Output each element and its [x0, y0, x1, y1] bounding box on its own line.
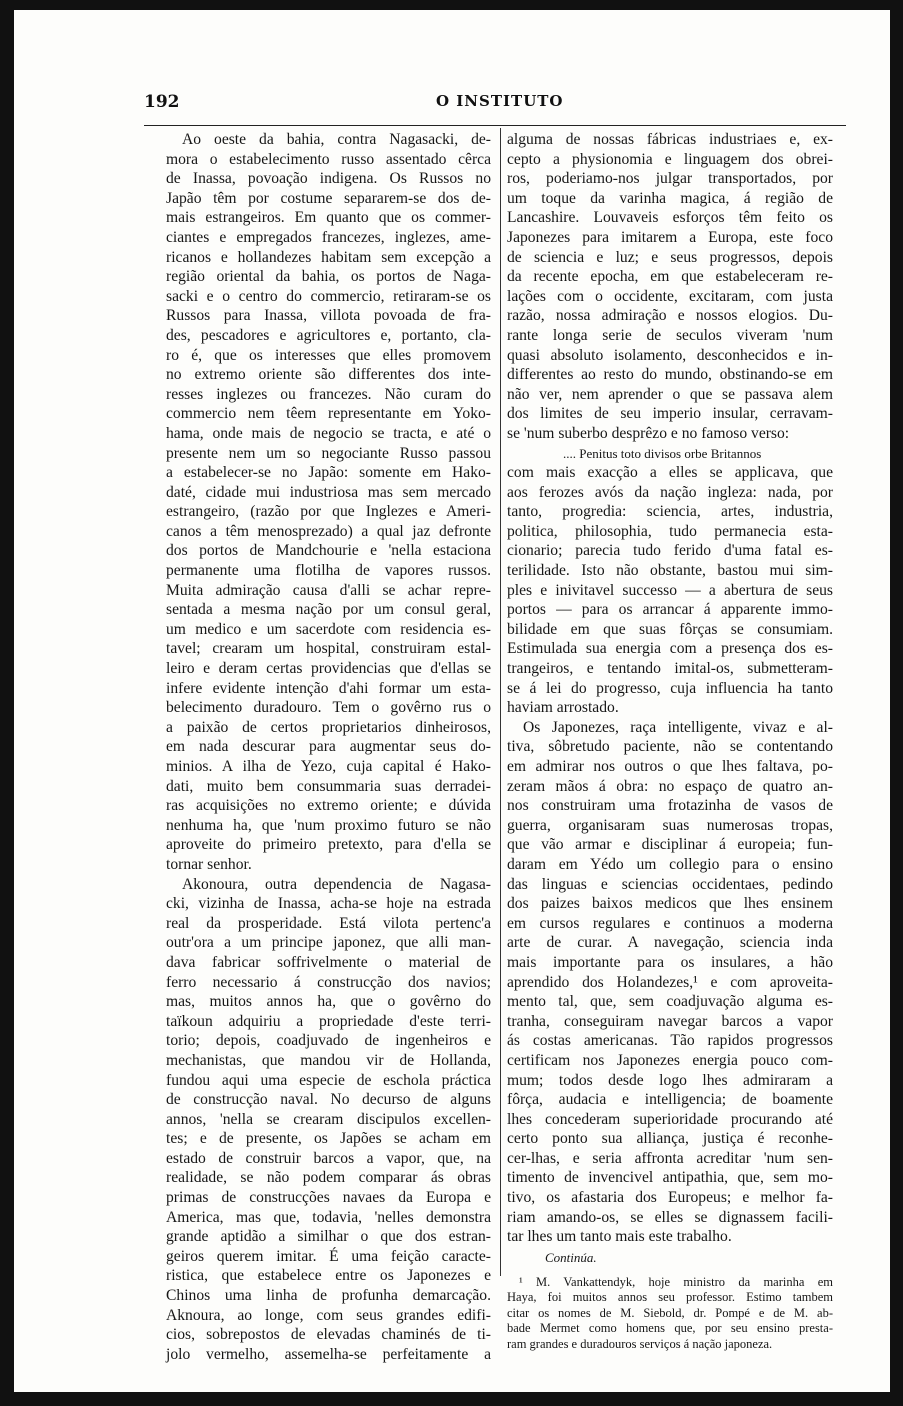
text-line: nenhuma ha, que 'num proximo futuro se não	[166, 816, 491, 834]
text-line: resses inglezes ou francezes. Não curam do	[166, 385, 491, 403]
text-line: Russos para Inassa, villota povoada de fra-	[166, 307, 491, 325]
text-line: a paixão de certos proprietarios dinheirosos,	[166, 718, 491, 736]
text-line: de sciencia e luz; e seus progressos, depois	[507, 248, 833, 266]
text-line: tranha, conseguiram navegar barcos a vapor	[507, 1012, 833, 1030]
text-line: estado de construir barcos a vapor, que, na	[166, 1149, 491, 1167]
text-line: fôrça, audacia e intelligencia; de boamente	[507, 1091, 833, 1109]
text-line: razão, nossa admiração e nossos elogios. Du-	[507, 307, 833, 325]
continua-note: Continúa.	[545, 1249, 597, 1265]
text-line: sentada a mesma nação por um consul geral,	[166, 601, 491, 619]
text-line: quasi absoluto isolamento, desconhecidos e in-	[507, 346, 833, 364]
footnote-line: Haya, foi muitos annos seu professor. Estimo tambem	[507, 1290, 833, 1305]
text-line: em admirar nos outros o que lhes faltava, po-	[507, 758, 833, 775]
text-line: aprendido dos Holandezes,¹ e com aproveita-	[507, 973, 833, 991]
text-line: bilidade em que suas fôrças se consumiam.	[507, 620, 833, 638]
text-line: região oriental da bahia, os portos de Naga-	[166, 268, 491, 286]
text-line: aproveite do primeiro pretexto, para d'ella se	[166, 836, 491, 854]
text-line: tavel; crearam um hospital, construiram estal-	[166, 640, 491, 658]
text-line: outr'ora a um principe japonez, que alli man-	[166, 934, 491, 952]
text-line: mais estrangeiros. Em quanto que os commer-	[166, 209, 491, 227]
text-line: daté, cidade mui industriosa mas sem mercado	[166, 483, 491, 501]
text-line: infere evidente intenção d'ahi formar um esta-	[166, 679, 491, 697]
text-line: cepto a physionomia e linguagem dos obrei-	[507, 150, 833, 168]
text-line: lações com o occidente, excitaram, com justa	[507, 287, 833, 305]
text-line: se á lei do progresso, cuja influencia ha tanto	[507, 679, 833, 697]
text-line: de construcção naval. No decurso de alguns	[166, 1091, 491, 1109]
footnote-line: citar os nomes de M. Siebold, dr. Pompé e de M. ab-	[507, 1305, 833, 1320]
text-line: aos ferozes avós da nação ingleza: nada, por	[507, 483, 833, 501]
text-line: da recente epocha, em que estabeleceram re-	[507, 268, 833, 286]
text-line: de Inassa, povoação indigena. Os Russos no	[166, 170, 491, 188]
text-line: ro é, que os interesses que elles promovem	[166, 346, 491, 364]
text-line: trangeiros, e tentando imital-os, submetteram-	[507, 660, 833, 678]
text-line: em nada descurar para augmentar seus do-	[166, 738, 491, 756]
text-line: haviam arrostado.	[507, 699, 619, 717]
text-line: tanto, progredia: sciencia, artes, industria,	[507, 503, 833, 521]
text-line: Japonezes para imitarem a Europa, este foco	[507, 228, 833, 246]
text-line: commercio nem têem representante em Yoko-	[166, 405, 491, 423]
text-line: lhes concederam superioridade procurando até	[507, 1110, 833, 1128]
text-line: ristica, que estabelece entre os Japonezes e	[166, 1267, 491, 1285]
text-line: tiva, sôbretudo paciente, não se contentando	[507, 738, 833, 756]
text-line: ras acquisições no extremo oriente; e dúvida	[166, 797, 491, 815]
left-column	[166, 130, 491, 1364]
text-line: um toque da varinha magica, á região de	[507, 189, 833, 207]
text-line: tar lhes um tanto mais este trabalho.	[507, 1228, 732, 1246]
page-number: 192	[144, 92, 180, 112]
text-line: mento tal, que, sem coadjuvação alguma es-	[507, 993, 833, 1011]
text-line: torio; depois, coadjuvado de ingenheiros e	[166, 1032, 491, 1050]
text-line: nos construiram uma frotazinha de vasos de	[507, 797, 833, 815]
text-line: zeram mãos á obra: no espaço de quatro an-	[507, 777, 833, 795]
text-line: des, pescadores e agricultores e, portanto, cla-	[166, 326, 491, 344]
text-line: mum; todos desde logo lhes admiraram a	[507, 1071, 833, 1089]
text-line: annos, 'nella se crearam discipulos excellen-	[166, 1110, 491, 1128]
text-line: dava fabricar soffrivelmente o material de	[166, 953, 491, 971]
text-line: mas, muitos annos ha, que o govêrno do	[166, 993, 491, 1011]
text-line: ricanos e hollandezes habitam sem excepção a	[166, 248, 491, 266]
text-line: hama, onde mais de negocio se tracta, e até o	[166, 424, 491, 442]
text-line: das linguas e sciencias occidentaes, pedindo	[507, 875, 833, 893]
text-line: Lancashire. Louvaveis esforços têm feito os	[507, 209, 833, 227]
right-column	[507, 130, 833, 1352]
text-line: jolo vermelho, assemelha-se perfeitamente a	[166, 1345, 491, 1363]
text-line: mechanistas, que mandou vir de Hollanda,	[166, 1051, 491, 1069]
text-line: com mais exacção a elles se applicava, que	[507, 464, 833, 482]
header-rule	[144, 125, 846, 126]
text-line: portos — para os arrancar á apparente immo-	[507, 601, 833, 619]
text-line: certo ponto sua alliança, justiça é reconhe-	[507, 1130, 833, 1148]
text-line: realidade, se não podem comparar ás obras	[166, 1169, 491, 1187]
footnote-line: ram grandes e duradouros serviços á nação japoneza.	[507, 1336, 773, 1351]
text-line: tivo, os afastaria dos Europeus; e melhor fa-	[507, 1189, 833, 1207]
text-line: fundou aqui uma especie de eschola práctica	[166, 1071, 491, 1089]
text-line: Ao oeste da bahia, contra Nagasacki, de-	[182, 131, 491, 148]
text-line: permanente uma flotilha de vapores russos.	[166, 562, 491, 580]
text-line: Os Japonezes, raça intelligente, vivaz e al-	[523, 718, 833, 736]
text-line: geiros querem imitar. É uma feição caracte-	[166, 1247, 491, 1265]
text-line: a estabelecer-se no Japão: somente em Hako-	[166, 464, 491, 482]
text-line: taïkoun adquiriu a propriedade d'este terri-	[166, 1012, 491, 1030]
text-line: tornar senhor.	[166, 855, 252, 873]
footnote-line: ¹ M. Vankattendyk, hoje ministro da marinha em	[519, 1274, 833, 1289]
text-line: guerra, organisaram suas numerosas tropas,	[507, 816, 833, 834]
text-line: dos limites de seu imperio insular, cerravam-	[507, 405, 833, 423]
text-line: timento de invencivel antipathia, que, sem mo-	[507, 1169, 833, 1187]
text-line: terilidade. Isto não obstante, bastou mui sim-	[507, 562, 833, 580]
text-line: dos paizes baixos medicos que lhes ensinem	[507, 895, 833, 913]
text-line: riam amando-os, se elles se dignassem facili-	[507, 1208, 833, 1226]
text-line: dati, muito bem consummaria suas derradei-	[166, 777, 491, 795]
text-line: ros, poderiamo-nos julgar transportados, por	[507, 170, 833, 188]
text-line: daram em Yédo um collegio para o ensino	[507, 855, 833, 873]
text-line: presente nem um so negociante Russo passou	[166, 444, 491, 462]
text-line: mora o estabelecimento russo assentado cêrca	[166, 150, 491, 168]
text-line: Japão têm por costume separarem-se dos de-	[166, 189, 491, 207]
text-line: no extremo oriente são differentes dos inte-	[166, 366, 491, 384]
text-line: mais importante para os insulares, a hão	[507, 953, 833, 971]
text-line: estrangeiro, (razão por que Inglezes e Ameri-	[166, 503, 491, 521]
text-line: alguma de nossas fábricas industriaes e, ex-	[507, 131, 833, 148]
text-line: não ver, nem aprender o que se passava alem	[507, 385, 833, 403]
page-title: O INSTITUTO	[436, 92, 564, 110]
text-line: em cursos regulares e continuos a moderna	[507, 914, 833, 932]
text-line: Aknoura, ao longe, com seus grandes edifi-	[166, 1306, 491, 1324]
text-line: rante longa serie de seculos viveram 'num	[507, 326, 833, 344]
text-line: belecimento duradouro. Tem o govêrno rus o	[166, 699, 491, 717]
text-line: tes; e de presente, os Japões se acham em	[166, 1130, 491, 1148]
text-line: que vão armar e disciplinar á europeia; fun-	[507, 836, 833, 854]
text-line: cer-lhas, e seria affronta acreditar 'num sen-	[507, 1149, 833, 1167]
text-line: primas de construcções navaes da Europa e	[166, 1189, 491, 1207]
text-line: leiro e deram certas providencias que d'ellas se	[166, 660, 491, 678]
text-line: politica, philosophia, tudo permanecia esta-	[507, 522, 833, 540]
text-line: dos portos de Mandchourie e 'nella estaciona	[166, 542, 491, 560]
text-line: ciantes e empregados francezes, inglezes, ame-	[166, 228, 491, 246]
text-line: differentes ao resto do mundo, obstinando-se em	[507, 366, 833, 384]
text-line: America, mas que, todavia, 'nelles demonstra	[166, 1208, 491, 1226]
text-line: Estimulada sua energia com a presença dos es-	[507, 640, 833, 658]
text-line: se 'num suberbo desprêzo e no famoso verso:	[507, 424, 790, 442]
text-line: Akonoura, outra dependencia de Nagasa-	[182, 875, 491, 893]
text-line: ferro necessario á construcção dos navios;	[166, 973, 491, 991]
text-line: sacki e o centro do commercio, retiraram-se os	[166, 287, 491, 305]
text-line: cionario; parecia tudo ferido d'uma fatal es-	[507, 542, 833, 560]
text-line: canos a têm menosprezado) a qual jaz defronte	[166, 522, 491, 540]
text-line: um medico e um sacerdote com residencia es-	[166, 620, 491, 638]
text-line: minios. A ilha de Yezo, cuja capital é Hako-	[166, 758, 491, 775]
text-line: Muita admiração causa d'alli se achar repre-	[166, 581, 491, 599]
verse-quote: .... Penitus toto divisos orbe Britannos	[563, 445, 762, 461]
text-line: cki, vizinha de Inassa, acha-se hoje na estrada	[166, 895, 491, 913]
text-line: ples e inivitavel successo — a abertura de seus	[507, 581, 833, 599]
text-line: Chinos uma linha de profunha demarcação.	[166, 1287, 491, 1305]
text-line: grande aptidão a similhar o que dos estran-	[166, 1228, 491, 1246]
column-divider	[500, 128, 501, 1276]
text-line: certificam nos Japonezes energia pouco com-	[507, 1051, 833, 1069]
text-line: cios, sobrepostos de elevadas chaminés de ti-	[166, 1326, 491, 1344]
text-line: ás costas americanas. Tão rapidos progressos	[507, 1032, 833, 1050]
footnote-line: bade Mermet como homens que, por seu ensino presta-	[507, 1321, 833, 1336]
text-line: real da prosperidade. Está vilota pertenc'a	[166, 914, 491, 932]
text-line: arte de curar. A navegação, sciencia inda	[507, 934, 833, 952]
